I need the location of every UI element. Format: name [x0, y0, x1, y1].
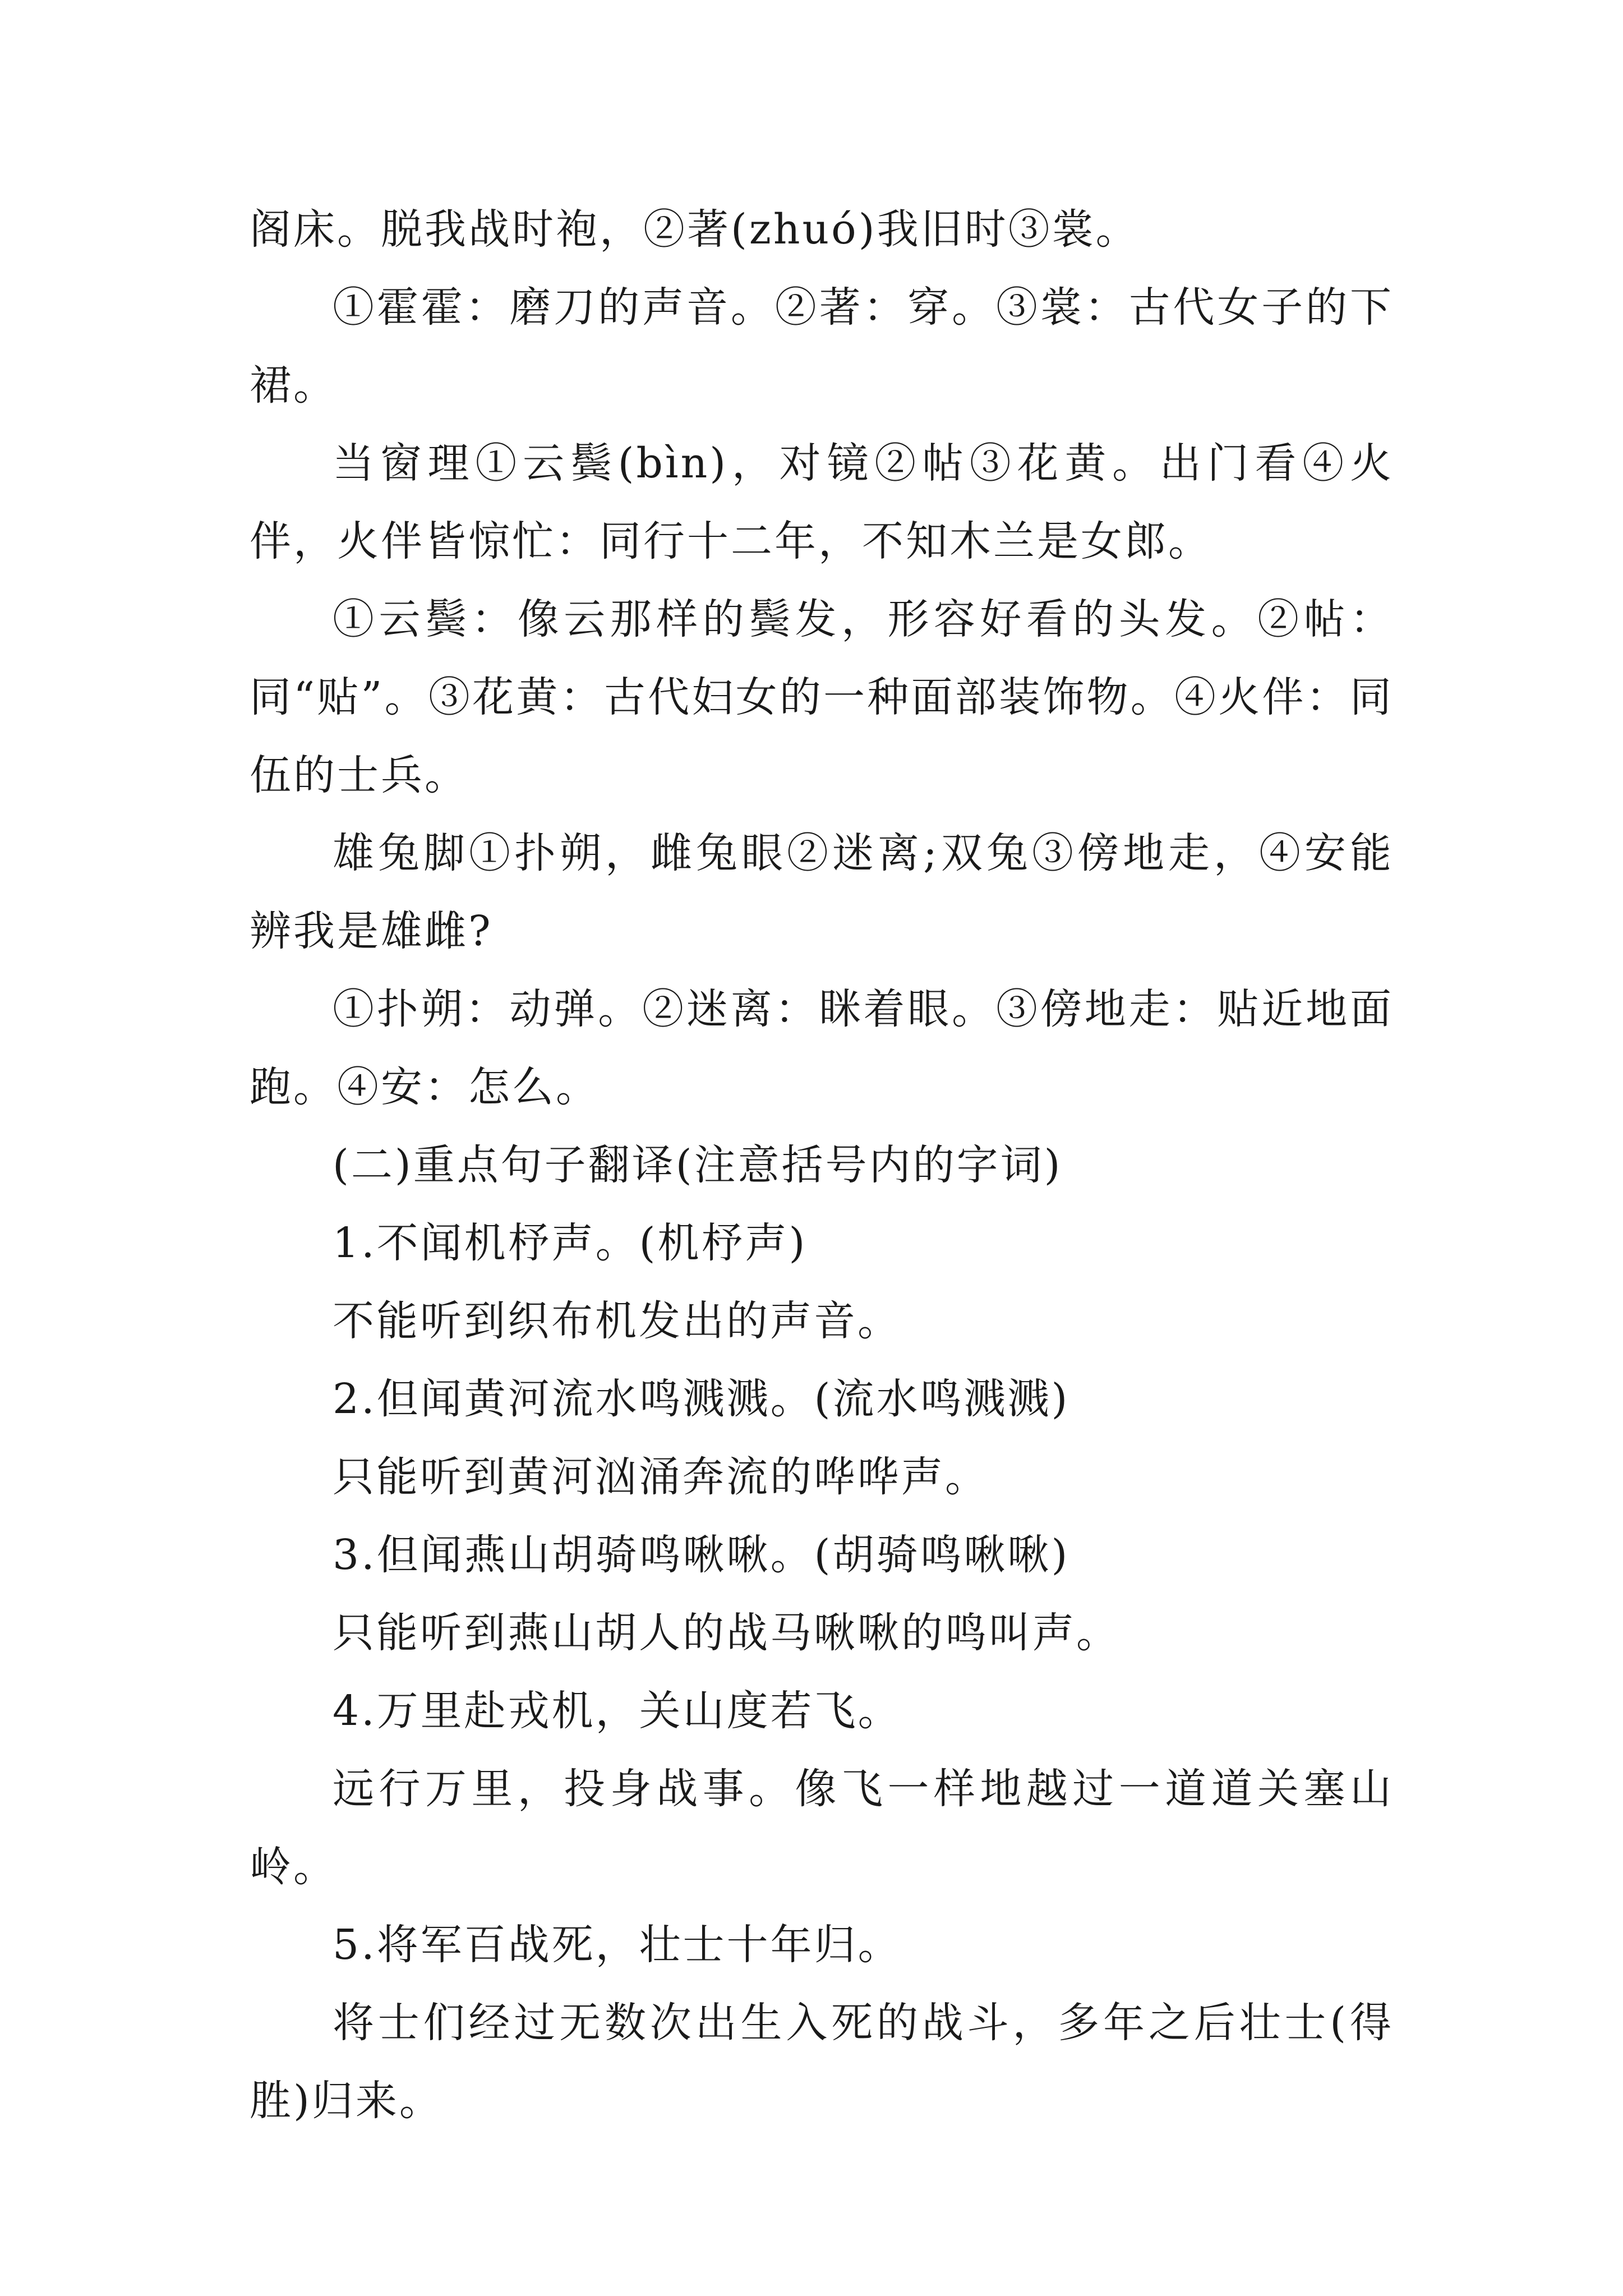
translation-4: 远行万里，投身战事。像飞一样地越过一道道关塞山岭。	[250, 1765, 1394, 1891]
sentence-1: 1.不闻机杼声。(机杼声)	[333, 1219, 808, 1267]
section-heading-translation: (二)重点句子翻译(注意括号内的字词)	[333, 1141, 1063, 1189]
sentence-2: 2.但闻黄河流水鸣溅溅。(流水鸣溅溅)	[333, 1375, 1070, 1423]
translation-1: 不能听到织布机发出的声音。	[333, 1297, 901, 1345]
document-body	[250, 191, 1394, 2140]
paragraph-annotation-3: ①扑朔：动弹。②迷离：眯着眼。③傍地走：贴近地面跑。④安：怎么。	[250, 985, 1394, 1111]
translation-5: 将士们经过无数次出生入死的战斗，多年之后壮士(得胜)归来。	[250, 1999, 1394, 2125]
paragraph-poem-line-2: 当窗理①云鬓(bìn)，对镜②帖③花黄。出门看④火伴，火伴皆惊忙：同行十二年，不知木兰是女郎。	[250, 439, 1394, 565]
sentence-3: 3.但闻燕山胡骑鸣啾啾。(胡骑鸣啾啾)	[333, 1531, 1070, 1579]
translation-3: 只能听到燕山胡人的战马啾啾的鸣叫声。	[333, 1609, 1120, 1657]
sentence-5: 5.将军百战死，壮士十年归。	[333, 1921, 902, 1969]
paragraph-poem-line-3: 雄兔脚①扑朔，雌兔眼②迷离;双兔③傍地走，④安能辨我是雄雌?	[250, 829, 1394, 955]
translation-2: 只能听到黄河汹涌奔流的哗哗声。	[333, 1453, 989, 1501]
sentence-4: 4.万里赴戎机，关山度若飞。	[333, 1687, 902, 1735]
paragraph-poem-line-1: 阁床。脱我战时袍，②著(zhuó)我旧时③裳。	[250, 205, 1140, 254]
paragraph-annotation-2: ①云鬓：像云那样的鬓发，形容好看的头发。②帖：同“贴”。③花黄：古代妇女的一种面部装饰物。④火伴：同伍的士兵。	[250, 595, 1394, 799]
paragraph-annotation-1: ①霍霍：磨刀的声音。②著：穿。③裳：古代女子的下裙。	[250, 283, 1394, 409]
